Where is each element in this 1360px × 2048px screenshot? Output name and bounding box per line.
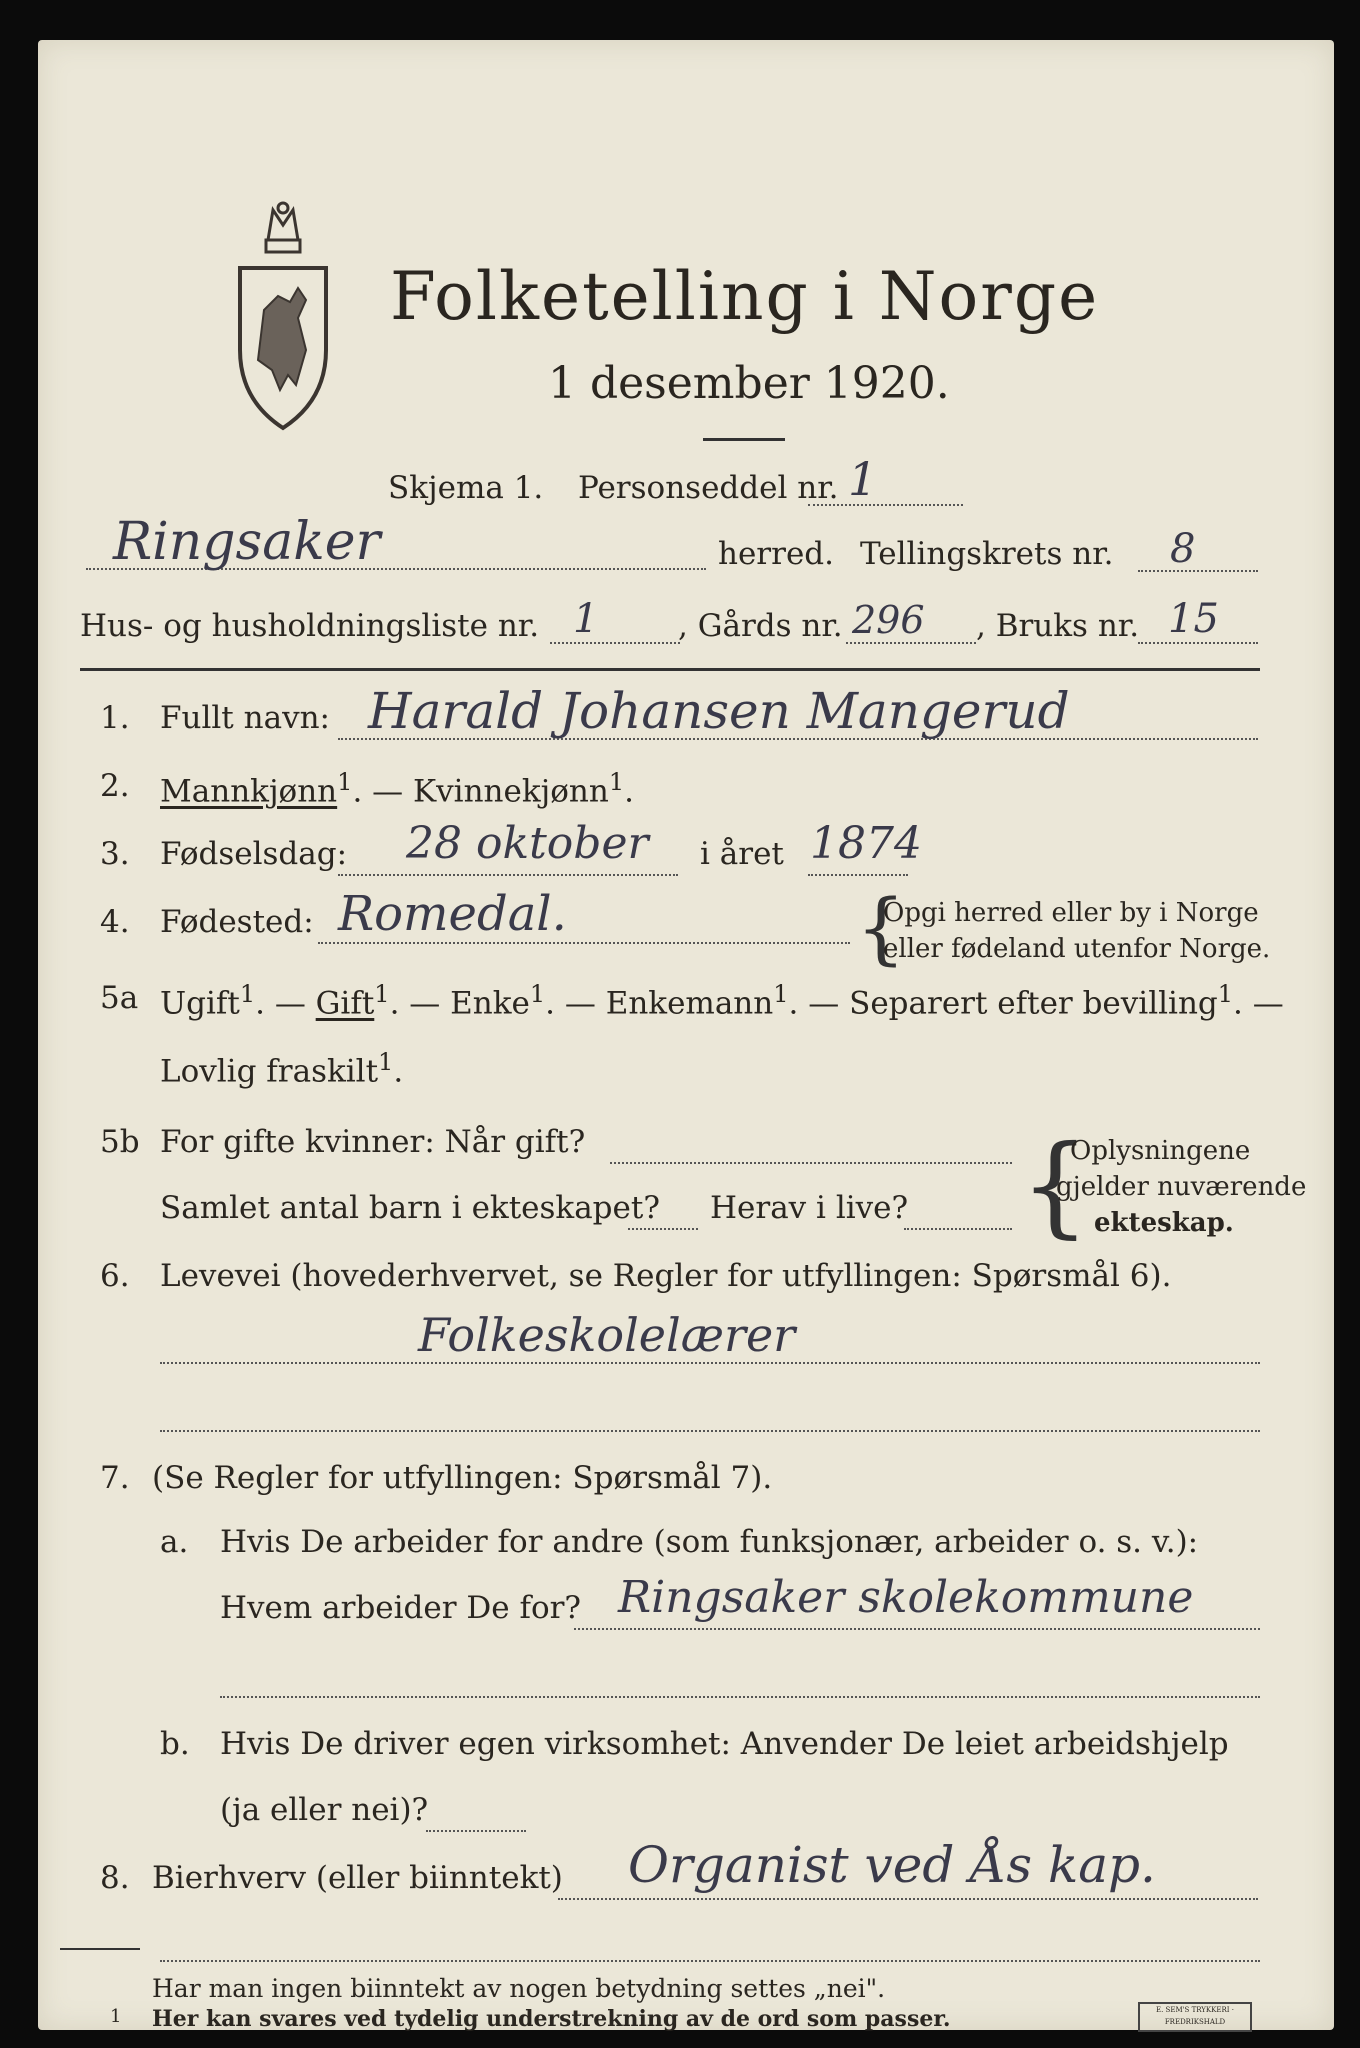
bruks-value[interactable]: 15 [1168,596,1219,642]
side-income-line-2 [160,1960,1260,1962]
side-income-line [558,1898,1258,1900]
married-when-line [610,1162,1012,1164]
marital-fraskilt-option[interactable]: Lovlig fraskilt [160,1053,379,1090]
footnote-marker: 1 [110,2006,122,2027]
gender-options: Mannkjønn$^1$. — Kvinnekjønn$^1$. [160,768,634,810]
q5b-number: 5b [100,1124,140,1160]
birthday-line [338,874,678,876]
birthplace-note-2: eller fødeland utenfor Norge. [883,934,1271,964]
marriage-note-3: ekteskap. [1094,1208,1234,1238]
personseddel-line [808,504,963,506]
q2-number: 2. [100,768,130,804]
q7a-number: a. [160,1524,189,1560]
q4-number: 4. [100,904,130,940]
q8-number: 8. [100,1860,130,1896]
birthplace-brace: { [856,884,906,974]
census-form [38,40,1334,2030]
marital-enkemann-option[interactable]: Enkemann [605,985,774,1022]
q3-number: 3. [100,836,130,872]
q7b-line-1: Hvis De driver egen virksomhet: Anvender De leiet arbeidshjelp [220,1726,1229,1762]
personseddel-value[interactable]: 1 [848,452,878,506]
marital-fraskilt-row: Lovlig fraskilt$^1$. [160,1048,404,1090]
birth-year-value[interactable]: 1874 [810,818,922,869]
children-label: Samlet antal barn i ekteskapet? [160,1190,660,1226]
gards-value[interactable]: 296 [852,598,925,642]
tellingskrets-line [1138,570,1258,572]
gender-male-option[interactable]: Mannkjønn [160,773,338,810]
year-label: i året [700,836,784,872]
herred-label: herred. [718,536,834,572]
footnote-divider [60,1948,140,1950]
employer-value[interactable]: Ringsaker skolekommune [618,1572,1194,1623]
q7a-line-1: Hvis De arbeider for andre (som funksjonær, arbeider o. s. v.): [220,1524,1199,1560]
gards-label: , Gårds nr. [678,608,843,644]
q7-number: 7. [100,1460,130,1496]
q7b-number: b. [160,1726,190,1762]
q5b-label: For gifte kvinner: Når gift? [160,1124,586,1160]
marital-separert-option[interactable]: Separert efter bevilling [849,985,1218,1022]
birthplace-value[interactable]: Romedal. [338,886,567,942]
title-divider [703,438,785,441]
marriage-brace: { [1020,1121,1090,1249]
q4-label: Fødested: [160,904,314,940]
marriage-note-2: gjelder nuværende [1056,1172,1307,1202]
q3-label: Fødselsdag: [160,836,348,872]
living-line [904,1228,1012,1230]
marriage-note-1: Oplysningene [1070,1136,1251,1166]
q1-number: 1. [100,700,130,736]
marital-status-options: Ugift$^1$. — Gift$^1$. — Enke$^1$. — Enkemann$^1$. — Separert efter bevilling$^1$. — [160,980,1284,1022]
birthplace-line [318,942,850,944]
husliste-value[interactable]: 1 [573,596,599,642]
living-label: Herav i live? [710,1190,909,1226]
no-income-note: Har man ingen biinntekt av nogen betydning settes „nei". [152,1974,886,2003]
bruks-label: , Bruks nr. [976,608,1140,644]
side-income-value[interactable]: Organist ved Ås kap. [628,1836,1156,1894]
personseddel-label: Personseddel nr. [578,470,839,506]
hired-help-line [426,1830,526,1832]
q8-label: Bierhverv (eller biinntekt) [152,1860,563,1896]
occupation-line-1 [160,1362,1260,1364]
employer-line-2 [220,1696,1260,1698]
children-line [628,1228,698,1230]
census-date: 1 desember 1920. [548,358,950,409]
marital-gift-option[interactable]: Gift [315,985,375,1022]
occupation-value[interactable]: Folkeskolelærer [418,1308,796,1362]
q6-label: Levevei (hovederhvervet, se Regler for utfyllingen: Spørsmål 6). [160,1258,1172,1294]
gards-line [846,642,976,644]
birthday-value[interactable]: 28 oktober [406,818,649,869]
gender-female-option[interactable]: Kvinnekjønn [413,773,609,810]
q7-label: (Se Regler for utfyllingen: Spørsmål 7). [152,1460,773,1496]
year-line [808,874,908,876]
tellingskrets-value[interactable]: 8 [1170,526,1196,572]
occupation-line-2 [160,1430,1260,1432]
marital-ugift-option[interactable]: Ugift [160,985,240,1022]
schema-label: Skjema 1. [388,470,544,506]
q7a-line-2: Hvem arbeider De for? [220,1590,582,1626]
form-title: Folketelling i Norge [390,258,1100,335]
marital-enke-option[interactable]: Enke [450,985,530,1022]
footnote-text: Her kan svares ved tydelig understrekning av de ord som passer. [152,2006,951,2032]
section-divider [80,668,1260,671]
tellingskrets-label: Tellingskrets nr. [860,536,1114,572]
herred-value[interactable]: Ringsaker [113,512,381,572]
birthplace-note-1: Opgi herred eller by i Norge [883,898,1259,928]
employer-line [574,1628,1260,1630]
q5a-number: 5a [100,980,139,1016]
husliste-label: Hus- og husholdningsliste nr. [80,608,540,644]
q7b-line-2: (ja eller nei)? [220,1792,429,1828]
q1-label: Fullt navn: [160,700,330,736]
q6-number: 6. [100,1258,130,1294]
printer-stamp: E. SEM'S TRYKKERI · FREDRIKSHALD [1138,2002,1252,2032]
bruks-line [1138,642,1258,644]
full-name-value[interactable]: Harald Johansen Mangerud [368,682,1070,740]
coat-of-arms-icon [228,200,338,440]
husliste-line [550,642,680,644]
